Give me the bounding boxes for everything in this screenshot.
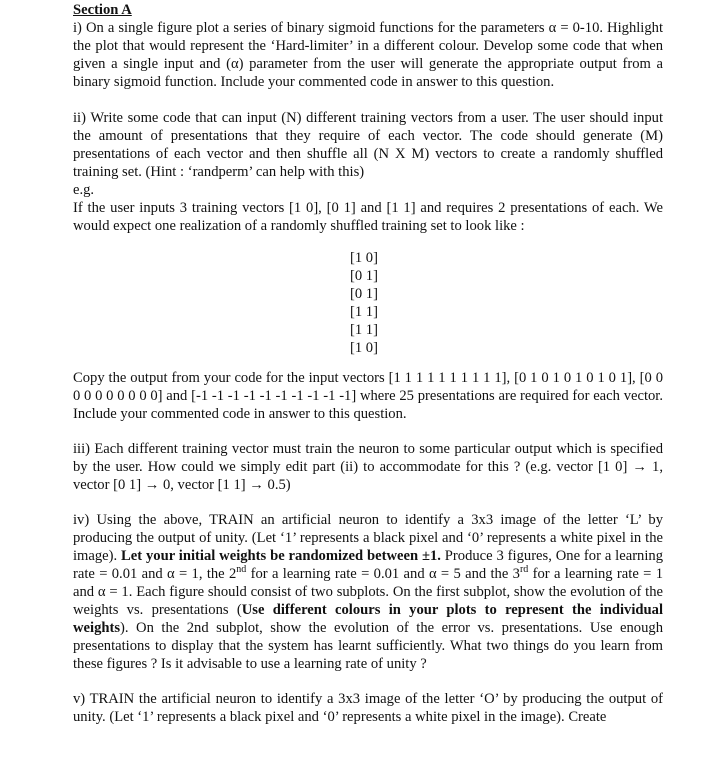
q4-segment: iv) Using the above, TRAIN an artificial neuron to identify a 3x3 image of the letter ‘L’ by producing the output of unity. (Let ‘1’ represents a black pixel and ‘0’ represents a white pixel in the image). — [73, 512, 663, 564]
example-label: e.g. — [73, 182, 95, 198]
ordinal-suffix: rd — [519, 564, 529, 576]
question-4-text — [73, 511, 663, 673]
question-2-text: ii) Write some code that can input (N) different training vectors from a user. The user should input the amount of presentations that they require of each vector. The code should generate (M) presentations of each vector and then shuffle all (N X M) vectors to create a randomly shuffled training set. (Hint : ‘randperm’ can help with this) — [73, 110, 663, 180]
spacer — [73, 673, 663, 690]
question-1-text: i) On a single figure plot a series of binary sigmoid functions for the parameters α = 0-10. Highlight the plot that would represent the ‘Hard-limiter’ in a different colour. Develop some code that when given a single input and (α) parameter from the user will generate the appropriate output from a binary sigmoid function. Include your commented code in answer to this question. — [73, 20, 663, 90]
question-3-text: iii) Each different training vector must train the neuron to some particular output which is specified by the user. How could we simply edit part (ii) to accommodate for this ? (e.g. vector [1 0] → 1, vector [0 1] → 0, vector [1 1] → 0.5) — [73, 441, 663, 493]
q4-bold-colours: Use different colours in your plots to represent the individual weights — [73, 602, 663, 636]
question-2-copy-instruction: Copy the output from your code for the input vectors [1 1 1 1 1 1 1 1 1 1], [0 1 0 1 0 1 0 1 0 1], [0 0 0 0 0 0 0 0 0 0] and [-1 -1 -1 -1 -1 -1 -1 -1 -1 -1] where 25 presentations are required for each vector. Include your commented code in answer to this question. — [73, 370, 663, 422]
q4-segment: for a learning rate = 0.01 and α = 5 and the 3 — [246, 566, 520, 582]
q4-bold-weights: Let your initial weights be randomized between ±1. — [121, 548, 441, 564]
spacer — [73, 423, 663, 440]
section-heading: Section A — [73, 2, 132, 18]
spacer — [73, 91, 663, 109]
question-2-example: If the user inputs 3 training vectors [1 0], [0 1] and [1 1] and requires 2 presentations of each. We would expect one realization of a randomly shuffled training set to look like : — [73, 200, 663, 234]
question-5-text: v) TRAIN the artificial neuron to identify a 3x3 image of the letter ‘O’ by producing the output of unity. (Let ‘1’ represents a black pixel and ‘0’ represents a white pixel in the image). Create — [73, 691, 663, 725]
training-vector-row: [1 0] — [350, 250, 378, 266]
document-page — [73, 2, 663, 726]
training-vector-row: [0 1] — [350, 268, 378, 284]
training-vector-row: [1 0] — [350, 340, 378, 356]
training-vector-row: [1 1] — [350, 322, 378, 338]
q4-segment: for a learning rate = 1 and α = 1. Each figure should consist of two subplots. On the first subplot, show the evolution of the weights vs. presentations ( — [73, 566, 663, 618]
example-training-set — [350, 249, 663, 357]
q4-segment: ). On the 2nd subplot, show the evolution of the error vs. presentations. Use enough presentations to display that the system has learnt sufficiently. What two things do you learn from these figures ? Is it advisable to use a learning rate of unity ? — [73, 620, 663, 672]
spacer — [73, 494, 663, 511]
training-vector-row: [0 1] — [350, 286, 378, 302]
ordinal-suffix: nd — [236, 564, 247, 576]
q4-segment: Produce 3 figures, One for a learning rate = 0.01 and α = 1, the 2 — [73, 548, 663, 582]
training-vector-row: [1 1] — [350, 304, 378, 320]
